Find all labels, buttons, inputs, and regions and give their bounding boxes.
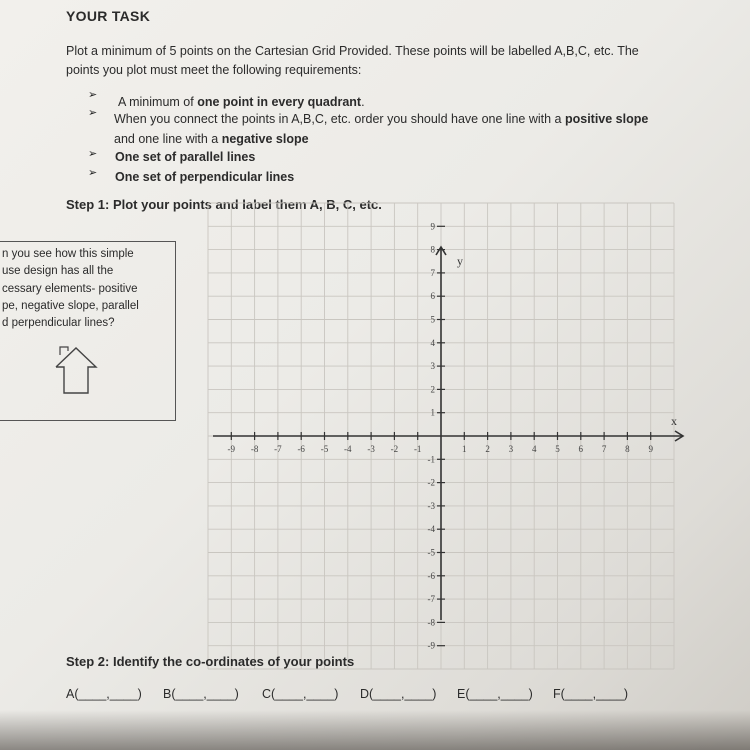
x-tick-label: 5 bbox=[555, 444, 560, 454]
task-intro-line-2: points you plot must meet the following requirements: bbox=[66, 63, 362, 77]
coordinate-f[interactable]: F(____,____) bbox=[553, 687, 629, 701]
arrow-bullet-icon: ➢ bbox=[88, 167, 98, 179]
y-tick-label: -8 bbox=[427, 617, 435, 628]
x-tick-label: 8 bbox=[625, 444, 630, 454]
y-tick-label: -2 bbox=[427, 477, 435, 488]
requirement-4: One set of perpendicular lines bbox=[115, 170, 295, 184]
step2-heading: Step 2: Identify the co-ordinates of your points bbox=[66, 654, 355, 669]
arrow-bullet-icon: ➢ bbox=[88, 107, 98, 119]
y-tick-label: -5 bbox=[427, 547, 435, 558]
axes bbox=[213, 244, 683, 620]
x-tick-label: -8 bbox=[250, 444, 259, 454]
x-tick-label: -9 bbox=[227, 444, 236, 454]
x-tick-label: 7 bbox=[601, 444, 607, 454]
y-tick-label: 7 bbox=[430, 267, 435, 278]
y-tick-label: 5 bbox=[430, 314, 435, 325]
sidebar-line-5: d perpendicular lines? bbox=[2, 317, 115, 329]
y-tick-label: 3 bbox=[430, 361, 435, 372]
y-tick-label: 8 bbox=[430, 244, 435, 255]
arrow-bullet-icon: ➢ bbox=[88, 89, 98, 101]
coordinate-a[interactable]: A(____,____) bbox=[66, 687, 142, 701]
requirement-2-cont: and one line with a negative slope bbox=[114, 132, 309, 146]
sidebar-line-3: cessary elements- positive bbox=[2, 283, 138, 295]
x-tick-label: 2 bbox=[485, 444, 490, 454]
y-tick-label: 2 bbox=[430, 384, 435, 395]
x-axis-label: x bbox=[671, 414, 677, 428]
x-tick-label: -5 bbox=[320, 444, 329, 454]
coordinate-b[interactable]: B(____,____) bbox=[163, 687, 239, 701]
requirement-1: A minimum of one point in every quadrant. bbox=[118, 95, 365, 109]
x-tick-label: -3 bbox=[367, 444, 375, 454]
y-tick-label: -4 bbox=[427, 524, 435, 535]
x-tick-label: 9 bbox=[648, 444, 653, 454]
task-intro-line-1: Plot a minimum of 5 points on the Cartesian Grid Provided. These points will be labelled A,B,C, etc. The bbox=[66, 44, 639, 58]
y-axis-label: y bbox=[457, 254, 463, 268]
x-tick-label: -2 bbox=[390, 444, 399, 454]
x-tick-label: -4 bbox=[344, 444, 352, 454]
house-icon bbox=[52, 345, 102, 397]
x-tick-label: 3 bbox=[508, 444, 514, 454]
bottom-shadow bbox=[0, 710, 750, 750]
sidebar-line-4: pe, negative slope, parallel bbox=[2, 300, 139, 312]
x-tick-label: 4 bbox=[531, 444, 537, 454]
y-tick-label: -3 bbox=[427, 500, 435, 511]
y-tick-label: -1 bbox=[427, 454, 435, 465]
y-tick-label: -7 bbox=[427, 594, 435, 605]
y-tick-label: 4 bbox=[430, 337, 435, 348]
arrow-bullet-icon: ➢ bbox=[88, 148, 98, 160]
sidebar-line-2: use design has all the bbox=[2, 265, 114, 277]
cartesian-grid[interactable] bbox=[205, 221, 690, 651]
task-title: YOUR TASK bbox=[66, 8, 151, 24]
requirement-3: One set of parallel lines bbox=[115, 150, 256, 164]
coordinate-d[interactable]: D(____,____) bbox=[360, 687, 437, 701]
x-tick-label: -7 bbox=[274, 444, 282, 454]
x-tick-label: 6 bbox=[578, 444, 584, 454]
sidebar-line-1: n you see how this simple bbox=[2, 248, 134, 260]
coordinate-c[interactable]: C(____,____) bbox=[262, 687, 339, 701]
x-tick-label: -1 bbox=[413, 444, 422, 454]
x-tick-label: -6 bbox=[297, 444, 305, 454]
step1-heading: Step 1: Plot your points and label them A, B, C, etc. bbox=[66, 197, 382, 212]
y-tick-label: 6 bbox=[430, 291, 435, 302]
coordinate-e[interactable]: E(____,____) bbox=[457, 687, 533, 701]
y-tick-label: -9 bbox=[427, 640, 435, 651]
y-tick-label: 9 bbox=[430, 221, 435, 232]
x-tick-label: 1 bbox=[462, 444, 467, 454]
y-tick-label: 1 bbox=[430, 407, 435, 418]
requirement-2: When you connect the points in A,B,C, etc. order you should have one line with a positive slope bbox=[114, 112, 649, 126]
y-tick-label: -6 bbox=[427, 570, 435, 581]
